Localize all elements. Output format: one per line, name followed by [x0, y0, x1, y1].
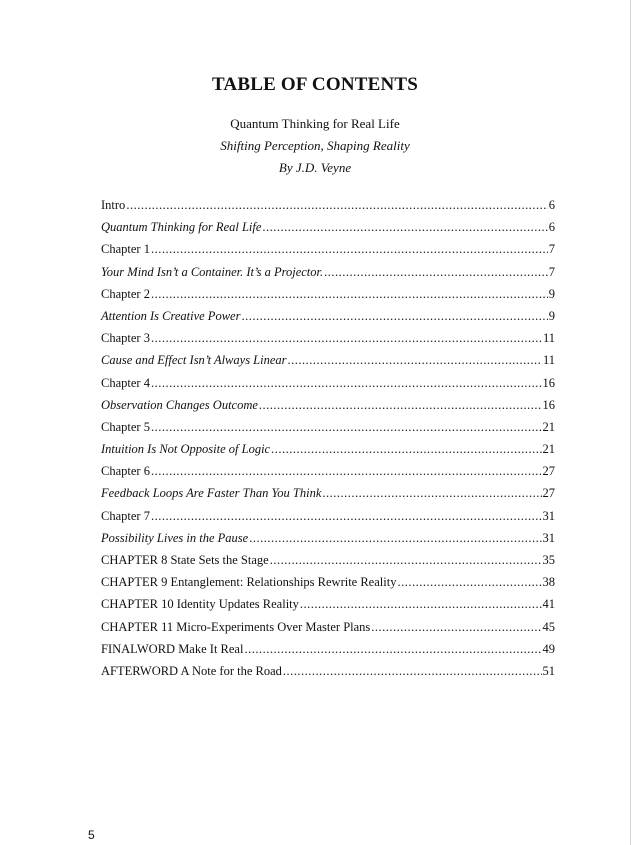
toc-entry-page-number: 51 — [542, 663, 555, 678]
toc-dot-leader — [249, 531, 541, 546]
toc-entry[interactable] — [101, 220, 555, 242]
toc-entry-title: Possibility Lives in the Pause — [101, 530, 249, 545]
toc-entry[interactable] — [101, 420, 555, 442]
toc-dot-leader — [397, 575, 541, 590]
toc-entry-title: CHAPTER 8 State Sets the Stage — [101, 553, 269, 567]
toc-dot-leader — [283, 664, 542, 679]
toc-entry-page-number: 31 — [542, 508, 555, 523]
toc-entry[interactable] — [101, 442, 555, 464]
toc-dot-leader — [371, 620, 541, 635]
toc-dot-leader — [151, 376, 542, 391]
toc-entry[interactable] — [101, 642, 555, 664]
toc-dot-leader — [270, 553, 542, 568]
toc-entry-title: AFTERWORD A Note for the Road — [101, 663, 282, 678]
toc-entry-page-number: 7 — [548, 242, 555, 257]
toc-entry[interactable] — [101, 376, 555, 398]
toc-entry[interactable] — [101, 331, 555, 353]
toc-entry-page-number: 7 — [548, 264, 555, 279]
page-title: TABLE OF CONTENTS — [211, 74, 419, 95]
toc-entry-title: Chapter 1 — [101, 242, 150, 257]
toc-entry-title: Quantum Thinking for Real Life — [101, 220, 262, 235]
toc-entry[interactable] — [101, 198, 555, 220]
toc-entry-title: Your Mind Isn’t a Container. It’s a Projector. — [101, 264, 324, 279]
toc-entry[interactable] — [101, 553, 555, 575]
toc-entry-title: Chapter 5 — [101, 419, 150, 434]
toc-entry-page-number: 31 — [542, 530, 555, 545]
toc-entry[interactable] — [101, 242, 555, 264]
toc-entry[interactable] — [101, 597, 555, 619]
book-tagline: Shifting Perception, Shaping Reality — [220, 138, 410, 153]
toc-entry-page-number: 27 — [542, 464, 555, 479]
toc-dot-leader — [244, 642, 541, 657]
toc-entry[interactable] — [101, 620, 555, 642]
toc-entry-page-number: 35 — [542, 553, 555, 567]
toc-dot-leader — [324, 265, 548, 280]
toc-entry-title: Cause and Effect Isn’t Always Linear — [101, 353, 287, 368]
toc-entry-title: Chapter 3 — [101, 331, 150, 346]
toc-entry-page-number: 6 — [548, 198, 555, 212]
toc-entry[interactable] — [101, 398, 555, 420]
toc-entry-page-number: 6 — [548, 220, 555, 235]
toc-entry-page-number: 11 — [542, 353, 555, 368]
page-number: 5 — [88, 828, 95, 842]
toc-entry-title: CHAPTER 11 Micro-Experiments Over Master Plans — [101, 619, 371, 634]
toc-entry-title: Chapter 4 — [101, 375, 150, 390]
toc-entry-title: Feedback Loops Are Faster Than You Think — [101, 486, 322, 501]
toc-entry[interactable] — [101, 509, 555, 531]
toc-entry-page-number: 38 — [542, 575, 555, 590]
toc-entry[interactable] — [101, 575, 555, 597]
toc-entry-page-number: 49 — [542, 641, 555, 656]
toc-entry-title: Observation Changes Outcome — [101, 397, 258, 412]
toc-entry-page-number: 41 — [542, 597, 555, 612]
toc-entry-title: Intro — [101, 198, 126, 212]
book-title: Quantum Thinking for Real Life — [230, 116, 400, 131]
toc-entry[interactable] — [101, 287, 555, 309]
toc-dot-leader — [151, 420, 542, 435]
toc-entry-page-number: 21 — [542, 419, 555, 434]
toc-entry[interactable] — [101, 265, 555, 287]
table-of-contents — [101, 198, 555, 686]
toc-entry-title: Attention Is Creative Power — [101, 308, 241, 323]
page-edge-divider — [630, 0, 631, 845]
toc-dot-leader — [151, 464, 542, 479]
toc-entry-title: Chapter 6 — [101, 464, 150, 479]
toc-entry[interactable] — [101, 353, 555, 375]
toc-dot-leader — [259, 398, 542, 413]
toc-entry-page-number: 21 — [542, 442, 555, 457]
toc-entry-title: Chapter 2 — [101, 286, 150, 301]
toc-entry-page-number: 9 — [548, 286, 555, 301]
toc-entry-title: Chapter 7 — [101, 508, 150, 523]
toc-dot-leader — [300, 597, 542, 612]
toc-entry-title: CHAPTER 10 Identity Updates Reality — [101, 597, 299, 612]
toc-dot-leader — [151, 287, 548, 302]
toc-entry-title: FINALWORD Make It Real — [101, 641, 244, 656]
toc-dot-leader — [151, 509, 542, 524]
toc-entry-page-number: 16 — [542, 397, 555, 412]
toc-dot-leader — [151, 331, 542, 346]
toc-entry-title: CHAPTER 9 Entanglement: Relationships Rewrite Reality — [101, 575, 397, 590]
toc-dot-leader — [288, 353, 542, 368]
toc-entry[interactable] — [101, 464, 555, 486]
toc-entry[interactable] — [101, 531, 555, 553]
toc-entry-page-number: 11 — [542, 331, 555, 346]
toc-entry-page-number: 45 — [542, 619, 555, 634]
toc-dot-leader — [262, 220, 547, 235]
toc-entry-title: Intuition Is Not Opposite of Logic — [101, 442, 271, 457]
toc-dot-leader — [126, 198, 547, 213]
toc-entry[interactable] — [101, 486, 555, 508]
toc-entry-page-number: 9 — [548, 308, 555, 323]
toc-dot-leader — [322, 486, 541, 501]
toc-entry-page-number: 27 — [542, 486, 555, 501]
toc-entry[interactable] — [101, 664, 555, 686]
toc-entry[interactable] — [101, 309, 555, 331]
toc-dot-leader — [151, 242, 548, 257]
toc-dot-leader — [271, 442, 541, 457]
toc-dot-leader — [241, 309, 547, 324]
toc-entry-page-number: 16 — [542, 375, 555, 390]
book-author: By J.D. Veyne — [278, 160, 352, 175]
